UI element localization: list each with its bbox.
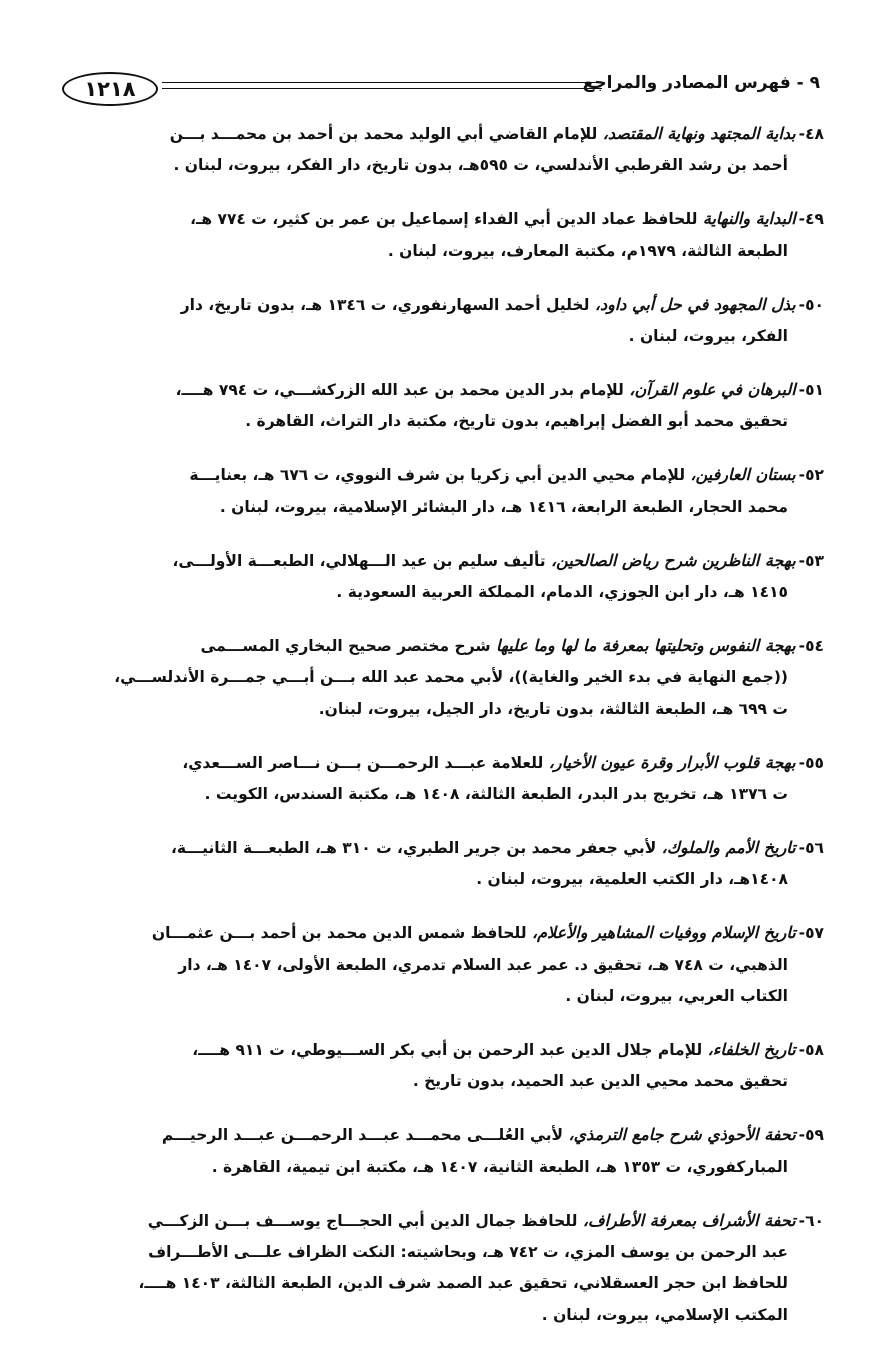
entry-text: للحافظ جمال الدين أبي الحجـــاج يوســـف بـــن الزكـــي xyxy=(147,1211,583,1230)
bibliography-entry xyxy=(72,1205,824,1332)
entry-number: ٥٤- xyxy=(798,636,824,655)
entry-title: بهجة قلوب الأبرار وقرة عيون الأخيار، xyxy=(548,752,796,772)
entry-continuation-line: تحقيق محمد محيي الدين عبد الحميد، بدون تاريخ . xyxy=(412,1072,788,1091)
bibliography-entry xyxy=(72,545,824,609)
entry-first-line xyxy=(72,832,824,864)
entry-title: تحفة الأشراف بمعرفة الأطراف، xyxy=(582,1210,796,1230)
entry-first-line xyxy=(72,1034,824,1066)
entry-text: للحافظ عماد الدين أبي الفداء إسماعيل بن عمر بن كثير، ت ٧٧٤ هـ، xyxy=(190,210,703,229)
entry-number: ٥١- xyxy=(798,380,824,399)
entry-continuation-line: تحقيق محمد أبو الفضل إبراهيم، بدون تاريخ، مكتبة دار التراث، القاهرة . xyxy=(245,412,788,431)
entry-number: ٥٧- xyxy=(798,924,824,943)
bibliography-entry xyxy=(72,917,824,1012)
entry-number: ٦٠- xyxy=(798,1211,824,1230)
entry-text: للإمام جلال الدين عبد الرحمن بن أبي بكر الســـيوطي، ت ٩١١ هــــ، xyxy=(192,1040,708,1059)
section-title: ٩ - فهرس المصادر والمراجع xyxy=(582,73,820,93)
bibliography-entry xyxy=(72,118,824,182)
entry-number: ٥٢- xyxy=(798,466,824,485)
entry-title: تحفة الأحوذي شرح جامع الترمذي، xyxy=(568,1125,796,1145)
entry-continuation-line: الذهبي، ت ٧٤٨ هـ، تحقيق د. عمر عبد السلام تدمري، الطبعة الأولى، ١٤٠٧ هـ، دار xyxy=(178,955,788,974)
entry-first-line xyxy=(72,630,824,662)
entry-first-line xyxy=(72,545,824,577)
entry-number: ٥٨- xyxy=(798,1040,824,1059)
entry-text: للإمام محيي الدين أبي زكريا بن شرف النووي، ت ٦٧٦ هـ، بعنايـــة xyxy=(189,466,691,485)
entry-text: لأبي العُلـــى محمـــد عبـــد الرحمـــن عبـــد الرحيـــم xyxy=(161,1126,569,1145)
entry-text: لخليل أحمد السهارنفوري، ت ١٣٤٦ هـ، بدون تاريخ، دار xyxy=(180,295,595,314)
entry-text: لأبي جعفر محمد بن جرير الطبري، ت ٣١٠ هـ، الطبعـــة الثانيـــة، xyxy=(170,838,662,857)
entry-first-line xyxy=(72,1205,824,1237)
entry-first-line xyxy=(72,1119,824,1151)
bibliography-entry xyxy=(72,747,824,811)
entry-title: بهجة الناظرين شرح رياض الصالحين، xyxy=(551,550,796,570)
entry-continuation-line: محمد الحجار، الطبعة الرابعة، ١٤١٦ هـ، دار البشائر الإسلامية، بيروت، لبنان . xyxy=(219,497,788,516)
entry-text: للإمام بدر الدين محمد بن عبد الله الزركشـــي، ت ٧٩٤ هــــ، xyxy=(175,380,630,399)
entry-first-line xyxy=(72,118,824,150)
entry-text: للإمام القاضي أبي الوليد محمد بن أحمد بن محمـــد بـــن xyxy=(169,125,603,143)
entry-title: البداية والنهاية xyxy=(702,209,796,229)
entry-title: تاريخ الإسلام ووفيات المشاهير والأعلام، xyxy=(531,923,796,943)
bibliography-entry xyxy=(72,630,824,725)
entry-first-line xyxy=(72,747,824,779)
entry-first-line xyxy=(72,917,824,949)
page-number-badge: ١٢١٨ xyxy=(62,72,158,106)
entry-text: للحافظ شمس الدين محمد بن أحمد بـــن عثمـــان xyxy=(151,924,532,943)
bibliography-list xyxy=(72,118,824,1353)
header-double-rule xyxy=(162,82,602,89)
entry-continuation-line: ت ١٣٧٦ هـ، تخريج بدر البدر، الطبعة الثالثة، ١٤٠٨ هـ، مكتبة السندس، الكويت . xyxy=(204,785,788,803)
entry-title: تاريخ الخلفاء، xyxy=(707,1039,796,1059)
bibliography-entry xyxy=(72,289,824,353)
entry-continuation-line: ١٤٠٨هـ، دار الكتب العلمية، بيروت، لبنان . xyxy=(476,870,788,889)
entry-first-line xyxy=(72,289,824,321)
bibliography-entry xyxy=(72,1119,824,1183)
entry-title: بستان العارفين، xyxy=(690,465,796,485)
entry-title: بذل المجهود في حل أبي داود، xyxy=(594,294,796,314)
entry-number: ٥٣- xyxy=(798,551,824,570)
entry-title: بهجة النفوس وتحليتها بمعرفة ما لها وما عليها xyxy=(496,635,796,655)
entry-continuation-line: المكتب الإسلامي، بيروت، لبنان . xyxy=(541,1305,788,1324)
entry-number: ٥٩- xyxy=(798,1126,824,1145)
entry-continuation-line: المباركفوري، ت ١٣٥٣ هـ، الطبعة الثانية، ١٤٠٧ هـ، مكتبة ابن تيمية، القاهرة . xyxy=(211,1157,788,1176)
entry-first-line xyxy=(72,374,824,406)
entry-continuation-line: ((جمع النهاية في بدء الخير والغاية))، لأبي محمد عبد الله بـــن أبـــي جمـــرة الأندلســـي، xyxy=(114,668,788,687)
entry-title: تاريخ الأمم والملوك، xyxy=(661,837,796,857)
entry-continuation-line: الكتاب العربي، بيروت، لبنان . xyxy=(565,987,788,1006)
entry-number: ٥٦- xyxy=(798,838,824,857)
bibliography-entry xyxy=(72,459,824,523)
entry-title: البرهان في علوم القرآن، xyxy=(629,379,796,399)
entry-first-line xyxy=(72,459,824,491)
entry-continuation-line: للحافظ ابن حجر العسقلاني، تحقيق عبد الصمد شرف الدين، الطبعة الثالثة، ١٤٠٣ هــــ، xyxy=(138,1274,788,1293)
entry-continuation-line: ت ٦٩٩ هـ، الطبعة الثالثة، بدون تاريخ، دار الجيل، بيروت، لبنان. xyxy=(318,699,788,718)
entry-number: ٤٨- xyxy=(798,125,824,143)
entry-number: ٤٩- xyxy=(798,210,824,229)
entry-continuation-line: عبد الرحمن بن يوسف المزي، ت ٧٤٢ هـ، وبحاشيته: النكت الظراف علـــى الأطـــراف xyxy=(148,1242,788,1261)
entry-first-line xyxy=(72,203,824,235)
entry-continuation-line: ١٤١٥ هـ، دار ابن الجوزي، الدمام، المملكة العربية السعودية . xyxy=(336,582,788,601)
bibliography-entry xyxy=(72,203,824,267)
entry-continuation-line: أحمد بن رشد القرطبي الأندلسي، ت ٥٩٥هـ، بدون تاريخ، دار الفكر، بيروت، لبنان . xyxy=(173,156,788,175)
entry-text: للعلامة عبـــد الرحمـــن بـــن نـــاصر الســـعدي، xyxy=(182,753,549,772)
page-header xyxy=(62,72,820,112)
entry-text: تأليف سليم بن عيد الـــهلالي، الطبعـــة الأولـــى، xyxy=(172,551,551,570)
entry-continuation-line: الطبعة الثالثة، ١٩٧٩م، مكتبة المعارف، بيروت، لبنان . xyxy=(387,241,788,260)
entry-number: ٥٠- xyxy=(798,295,824,314)
bibliography-entry xyxy=(72,374,824,438)
entry-text: شرح مختصر صحيح البخاري المســـمى xyxy=(200,636,497,655)
bibliography-entry xyxy=(72,832,824,896)
entry-number: ٥٥- xyxy=(798,753,824,772)
bibliography-entry xyxy=(72,1034,824,1098)
entry-title: بداية المجتهد ونهاية المقتصد، xyxy=(602,124,796,143)
entry-continuation-line: الفكر، بيروت، لبنان . xyxy=(628,327,788,346)
